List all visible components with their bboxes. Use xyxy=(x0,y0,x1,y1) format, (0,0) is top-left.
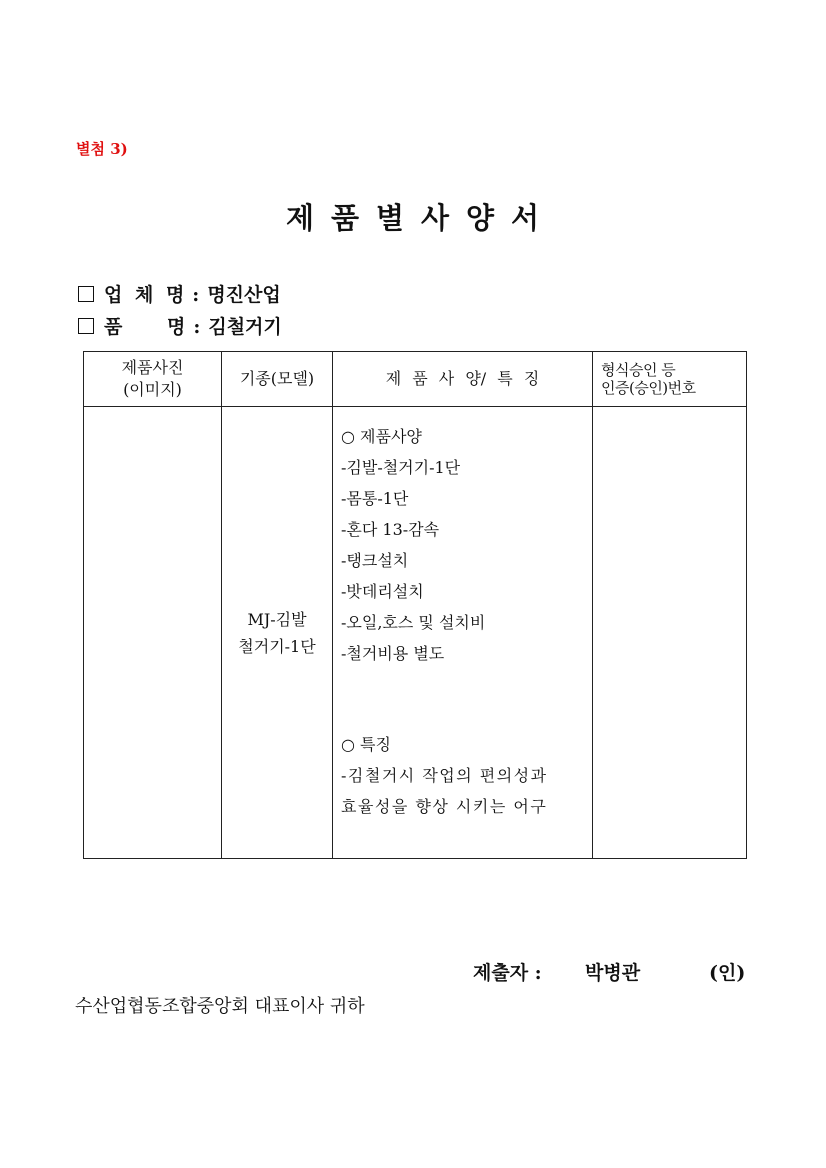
title-char: 품 xyxy=(330,201,360,235)
seal-mark: (인) xyxy=(709,962,746,984)
spacer xyxy=(341,669,592,729)
company-separator: : xyxy=(192,284,200,306)
submitter-name: 박병관 xyxy=(585,962,641,984)
feature-title: ○ 특징 xyxy=(341,735,391,754)
title-char: 사 xyxy=(421,201,451,235)
product-info xyxy=(78,312,282,339)
checkbox-square-icon xyxy=(78,318,94,334)
header-photo-line2: (이미지) xyxy=(123,380,182,399)
table-header-row xyxy=(84,352,747,407)
spec-item: -밧데리설치 xyxy=(341,582,424,601)
document-title xyxy=(0,196,826,237)
header-model: 기종(모델) xyxy=(222,352,333,407)
header-cert-line2: 인증(승인)번호 xyxy=(601,379,696,397)
model-cell xyxy=(222,407,333,859)
header-photo xyxy=(84,352,222,407)
spec-table xyxy=(83,351,747,859)
header-spec: 제 품 사 양/ 특 징 xyxy=(333,352,593,407)
spec-item: -오일,호스 및 설치비 xyxy=(341,613,486,632)
spec-cell xyxy=(333,407,593,859)
recipient-line: 수산업협동조합중앙회 대표이사 귀하 xyxy=(75,996,365,1017)
company-label: 업 체 명 xyxy=(104,284,185,306)
title-char: 양 xyxy=(466,201,496,235)
spec-item: -김발-철거기-1단 xyxy=(341,458,461,477)
product-separator: : xyxy=(193,316,201,338)
title-char: 제 xyxy=(285,201,315,235)
model-line2: 철거기-1단 xyxy=(238,636,316,656)
spec-item: -혼다 13-감속 xyxy=(341,520,440,539)
title-char: 서 xyxy=(511,201,541,235)
spec-item: -철거비용 별도 xyxy=(341,644,445,663)
product-label: 품 명 xyxy=(104,316,186,338)
feature-line: 효율성을 향상 시키는 어구 xyxy=(341,797,548,816)
spec-item: -탱크설치 xyxy=(341,551,409,570)
checkbox-square-icon xyxy=(78,286,94,302)
header-cert xyxy=(593,352,747,407)
model-line1: MJ-김발 xyxy=(247,609,307,629)
product-value: 김철거기 xyxy=(208,316,282,338)
cert-cell xyxy=(593,407,747,859)
header-photo-line1: 제품사진 xyxy=(121,358,184,377)
attachment-label: 별첨 3) xyxy=(76,140,128,158)
spec-title: ○ 제품사양 xyxy=(341,427,422,446)
title-char: 별 xyxy=(375,201,405,235)
photo-cell xyxy=(84,407,222,859)
company-value: 명진산업 xyxy=(207,284,281,306)
header-cert-line1: 형식승인 등 xyxy=(601,361,676,379)
submitter-label: 제출자 : xyxy=(473,962,542,984)
feature-line: -김철거시 작업의 편의성과 xyxy=(341,766,548,785)
spec-item: -몸통-1단 xyxy=(341,489,409,508)
company-info xyxy=(78,280,281,307)
table-row xyxy=(84,407,747,859)
